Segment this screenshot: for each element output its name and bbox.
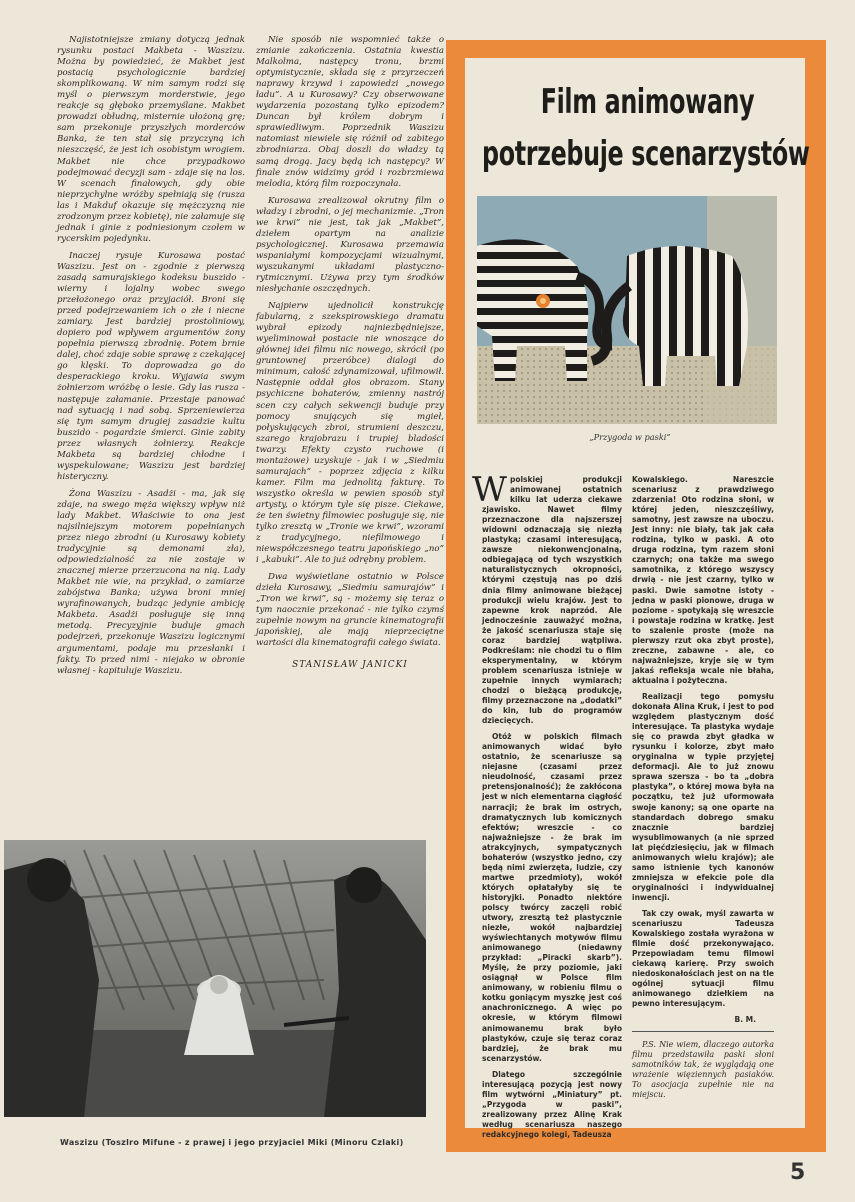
headline-line-1: Film animowany	[540, 82, 755, 122]
review-author: B. M.	[734, 1015, 756, 1025]
film-still-photo	[4, 840, 426, 1117]
paragraph: Dwa wyświetlane ostatnio w Polsce dzieła Kurosawy, „Siedmiu samurajów” i „Tron we krwi”, są - możemy się teraz o tym naocznie przekonać - nie tylko czymś zupełnie nowym na gruncie kinematografii japońskiej, ale mają nieprzeciętne wartości dla kinematografii całego świata.	[256, 572, 444, 649]
paragraph: Nie sposób nie wspomnieć także o zmianie zakończenia. Ostatnia kwestia Malkolma, następcy tronu, brzmi optymistycznie, składa się z przyrzeczeń naprawy krzywd i zapowiedzi „nowego ładu”. A u Kurosawy? Czy obserwowane wydarzenia pozostaną tylko epizodem? Duncan był królem dobrym i sprawiedliwym. Poprzednik Waszizu natomiast niewiele się różnił od zabitego zbrodniarza. Obaj doszli do władzy tą samą drogą. Jacy będą ich następcy? W finale znów widzimy gród i rozbrzmiewa melodia, którą film rozpoczynała.	[256, 35, 444, 189]
article-column-2	[256, 35, 444, 825]
lead-text: polskiej produkcji animowanej ostatnich kilku lat uderza ciekawe zjawisko. Nawet filmy przeznaczone dla najszerszej widowni odznaczają się niezłą plastyką; czasami interesującą, zawsze niekonwencjonalną, odbiegającą od tych wszystkich naturalistycznych okropności, którymi częstują nas po dziś dnia filmy animowane bieżącej produkcji wielu krajów. Jest to zapewne krok naprzód. Ale jednocześnie zauważyć można, że jakość scenariusza staje się coraz bardziej wątpliwa. Podkreślam: nie chodzi tu o film eksperymentalny, w którym problem scenariusza istnieje w zupełnie innych wymiarach; chodzi o bieżącą produkcję, filmy przeznaczone na „dodatki” do kin, lub do programów dziecięcych.	[482, 475, 622, 726]
striped-elephants-illustration	[477, 196, 777, 424]
review-column-1	[472, 470, 622, 1139]
paragraph: Otóż w polskich filmach animowanych widać było ostatnio, że scenariusze są niejasne (czasami przez nieudolność, czasami przez pretensjonalność); że zakłócona jest w nich elementarna ciągłość narracji; że brak im ostrych, dramatycznych lub komicznych efektów; wreszcie - co najważniejsze - że brak im atrakcyjnych, sympatycznych bohaterów (wszystko jedno, czy będą nimi zwierzęta, ludzie, czy martwe przedmioty), wokół których opłatałyby się te historyjki. Ponadto niektóre polscy twórcy zaczęli robić utwory, zresztą też plastycznie niezłe, wokół najbardziej wyświechtanych motywów filmu animowanego (niedawny przykład: „Piracki skarb”). Myślę, że przy poziomie, jaki osiągnął w Polsce film animowany, w robieniu filmu o kotku goniącym myszkę jest coś anachronicznego. A więc po okresie, w którym filmowi animowanemu brak było plastyków, czuje się teraz coraz bardziej, że brak mu scenarzystów.	[482, 732, 622, 1063]
paragraph: Żona Waszizu - Asadżi - ma, jak się zdaje, na swego męża większy wpływ niż lady Makbet. Właściwie to ona jest najsilniejszym motorem popełnianych przez niego zbrodni (u Kurosawy kobiety tradycyjnie są demonami zła), odpowiedzialność za nie zostaje w znacznej mierze przerzucona na nią. Lady Makbet nie wie, na przykład, o zamiarze zabójstwa Banka; używa broni mniej wyrafinowanych, budząc jedynie ambicję Makbeta. Asadżi posługuje się inną metodą. Precyzyjnie buduje gmach podejrzeń, przekonuje Waszizu logicznymi argumentami, podaje mu przesłanki i fakty. To przed nimi - niejako w obronie własnej - kapituluje Waszizu.	[57, 488, 245, 676]
paragraph: Dlatego szczególnie interesującą pozycją jest nowy film wytwórni „Miniatury” pt. „Przygoda w paski”, zrealizowany przez Alinę Krak według scenariusza naszego redakcyjnego kolegi, Tadeusza	[482, 1069, 622, 1139]
page-number: 5	[790, 1160, 806, 1185]
paragraph: Kowalskiego. Nareszcie scenariusz z prawdziwego zdarzenia! Oto rodzina słoni, w której jeden, nieszczęśliwy, samotny, jest zawsze na uboczu. Jest inny: nie biały, tak jak cała rodzina, tylko w paski. A oto druga rodzina, tym razem słoni czarnych; ona także ma swego samotnika, z którego wszyscy drwią - nie jest czarny, tylko w paski. Dwie samotne istoty - jedna w paski pionowe, druga w poziome - spotykają się wreszcie i powstaje rodzina w kratkę. Jest to szalenie proste (może na pierwszy rzut oka zbyt proste), zreczne, zabawne - ale, co najważniejsze, kryje się w tym jakaś refleksja wcale nie błaha, aktualna i pożyteczna.	[632, 475, 774, 685]
headline-line-2: potrzebuje scenarzystów	[482, 134, 810, 174]
paragraph: Najistotniejsze zmiany dotyczą jednak rysunku postaci Makbeta - Waszizu. Można by powiedzieć, że Makbet jest postacią psychologicznie bardziej skomplikowaną. W nim samym rodzi się myśl o pierwszym morderstwie, jego reakcje są głęboko przemyślane. Makbet prowadzi obłudną, misternie ułożoną grę; sam przekonuje przyszłych morderców Banka, że ten stał się przyczyną ich nieszczęść, że jest ich osobistym wrogiem. Makbet nie chce przypadkowo podejmować decyzji sam - zdaje się na los. W scenach finałowych, gdy obie nieprzychylne wróżby spełniają się (rusza las i Makduf okazuje się mężczyzną nie zrodzonym przez kobietę), nie załamuje się jednak i ginie z podniesionym czołem w rycerskim pojedynku.	[57, 35, 245, 244]
paragraph: Tak czy owak, myśl zawarta w scenariuszu Tadeusza Kowalskiego została wyrażona w filmie dość przekonywająco. Przepowiadam temu filmowi ciekawą karierę. Przy swoich niedoskonałościach jest on na tle ogólnej sytuacji filmu animowanego dziełkiem na pewno interesującym.	[632, 908, 774, 1009]
drop-cap: W	[472, 470, 507, 510]
paragraph: Inaczej rysuje Kurosawa postać Waszizu. Jest on - zgodnie z pierwszą zasadą samurajskiego kodeksu buszido - wierny i lojalny wobec swego przełożonego oraz przyjaciół. Broni się przed podejrzewaniem ich o złe i niecne zamiary. Jest bardziej prostoliniowy, dopiero pod wpływem argumentów żony popełnia pierwszą zbrodnię. Potem brnie dalej, choć zdaje sobie sprawę z czekającej go klęski. To doprowadza go do desperackiego kroku. Wyjawia swym żołnierzom wróżbę o lesie. Gdy las rusza - następuje załamanie. Przestaje panować nad sytuacją i nad sobą. Sprzeniewierza się tym samym drugiej zasadzie kultu buszido - pogardzie śmierci. Ginie zabity przez własnych żołnierzy. Reakcje Makbeta są bardziej chłodne i wyspekulowane; Waszizu jest bardziej histeryczny.	[57, 250, 245, 482]
divider	[632, 1031, 774, 1032]
photo-caption: Waszizu (Toszlro Mifune - z prawej i jego przyjaciel Miki (Minoru Czlaki)	[60, 1138, 404, 1147]
article-column-1	[57, 35, 245, 825]
postscript: P.S. Nie wiem, dlaczego autorka filmu przedstawiła paski słoni samotników tak, że wyglądają one wrażenie więziennych pasiaków. To asocjacja zupełnie nie na miejscu.	[632, 1040, 774, 1100]
review-column-2	[632, 475, 774, 1135]
paragraph: Realizacji tego pomysłu dokonała Alina Kruk, i jest to pod względem plastycznym dość interesujące. Ta plastyka wydaje się co prawda zbyt gładka w rysunku i kolorze, zbyt mało oryginalna w typie przyjętej deformacji. Ale to już znowu sprawa szersza - bo ta „dobra plastyka”, o której mowa była na początku, też już uformowała swoje kanony; są one oparte na standardach dobrego smaku znacznie bardziej wysublimowanych (a nie sprzed lat pięćdziesięciu, jak w filmach animowanych wielu krajów); ale samo istnienie tych kanonów zmniejsza w efekcie pole dla oryginalności i indywidualnej inwencji.	[632, 691, 774, 902]
lead-paragraph	[472, 470, 622, 726]
paragraph: Najpierw ujednolicił konstrukcję fabularną, z szekspirowskiego dramatu wybrał epizody najniezbędniejsze, wyeliminował postacie nie wnoszące do głównej idei filmu nic nowego, skrócił (po gruntownej przeróbce) dialogi do minimum, całość zdynamizował, ufilmowił. Następnie oddał głos obrazom. Stany psychiczne bohaterów, zmienny nastrój scen czy całych sekwencji buduje przy pomocy snujących się mgieł, połyskujących zbroi, strumieni deszczu, szarego krajobrazu i trupiej bladości twarzy. Efekty czysto ruchowe (i montażowe) uzyskuje - jak i w „Siedmiu samurajach” - poprzez zdjęcia z kilku kamer. Film ma jednolitą fakturę. To wszystko określa w pewien sposób styl artysty, o którym tyle się pisze. Ciekawe, że ten świetny filmowiec posługuje się, nie tylko zresztą w „Tronie we krwi”, wzorami z tradycyjnego, niefilmowego i niewspółczesnego teatru japońskiego „no” i „kabuki”. Ale to już odrębny problem.	[256, 301, 444, 566]
headline	[482, 76, 810, 180]
author-signature: STANISŁAW JANICKI	[292, 659, 408, 670]
illustration-caption: „Przygoda w paski”	[589, 432, 671, 442]
paragraph: Kurosawa zrealizował okrutny film o władzy i zbrodni, o jej mechanizmie. „Tron we krwi” nie jest, tak jak „Makbet”, dziełem opartym na analizie psychologicznej. Kurosawa przemawia wspaniałymi kompozycjami wizualnymi, wyszukanymi układami plastyczno-rytmicznymi. Używa przy tym środków niesłychanie oszczędnych.	[256, 195, 444, 295]
